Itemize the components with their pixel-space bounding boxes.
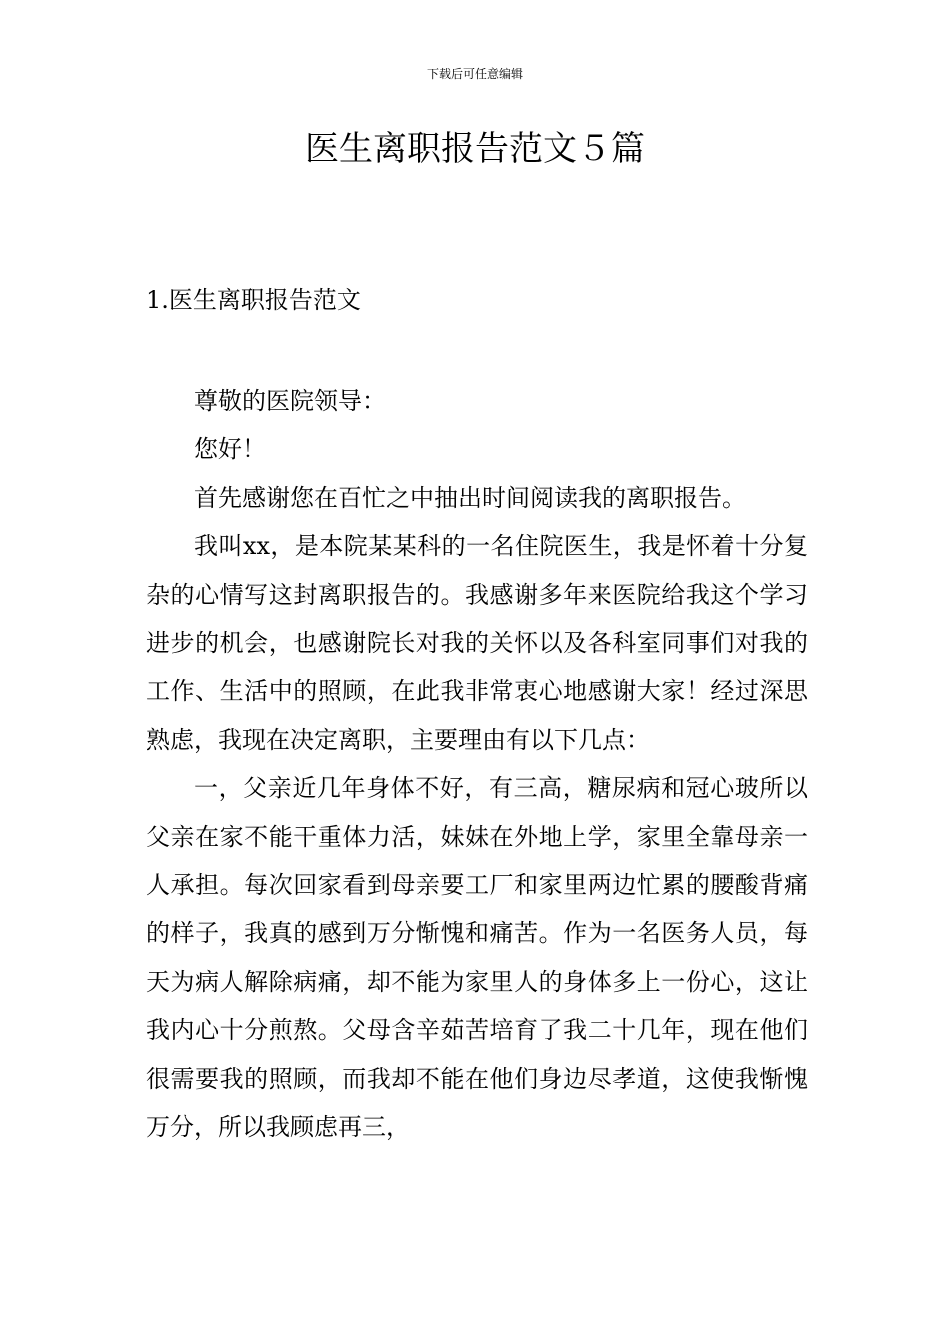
document-body [146, 377, 808, 1152]
section-heading: 1.医生离职报告范文 [146, 286, 361, 314]
salutation: 尊敬的医院领导： [194, 387, 386, 415]
header-note: 下载后可任意编辑 [426, 67, 523, 81]
greeting: 您好！ [194, 435, 266, 464]
body-paragraph: 一，父亲近几年身体不好，有三高，糖尿病和冠心玻所以父亲在家不能干重体力活，妹妹在外地上学，家里全靠母亲一人承担。每次回家看到母亲要工厂和家里两边忙累的腰酸背痛的样子，我真的感到万分惭愧和痛苦。作为一名医务人员，每天为病人解除病痛，却不能为家里人的身体多上一份心，这让我内心十分煎熬。父母含辛茹苦培育了我二十几年，现在他们很需要我的照顾，而我却不能在他们身边尽孝道，这使我惭愧万分，所以我顾虑再三， [146, 774, 808, 1142]
document-title: 医生离职报告范文５篇 [305, 129, 645, 169]
body-paragraph: 首先感谢您在百忙之中抽出时间阅读我的离职报告。 [194, 483, 746, 512]
body-paragraph: 我叫xx，是本院某某科的一名住院医生，我是怀着十分复杂的心情写这封离职报告的。我感谢多年来医院给我这个学习进步的机会，也感谢院长对我的关怀以及各科室同事们对我的工作、生活中的照顾，在此我非常衷心地感谢大家！经过深思熟虑，我现在决定离职，主要理由有以下几点： [146, 532, 808, 754]
